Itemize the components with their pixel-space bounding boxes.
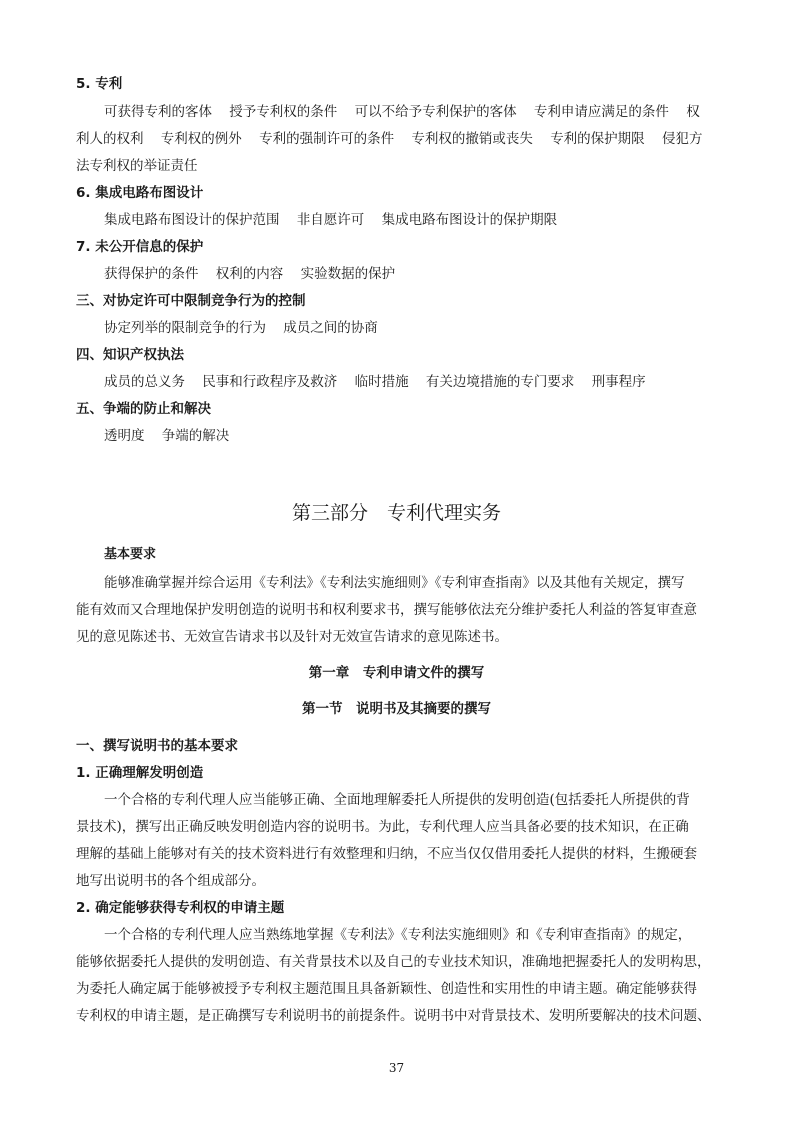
- topic-line: [76, 264, 720, 284]
- topic-line: [76, 102, 720, 122]
- subheading-understand-invention: 1. 正确理解发明创造: [76, 765, 204, 781]
- topic-item: 获得保护的条件: [104, 266, 199, 282]
- topic-line: [76, 210, 720, 230]
- topic-item: 专利权的撤销或丧失: [411, 131, 533, 147]
- subheading-determine-subject: 2. 确定能够获得专利权的申请主题: [76, 900, 285, 916]
- topic-item: 集成电路布图设计的保护范围: [104, 212, 280, 228]
- paragraph-line: 见的意见陈述书、无效宣告请求书以及针对无效宣告请求的意见陈述书。: [76, 629, 508, 645]
- page-number: 37: [388, 1061, 405, 1075]
- topic-item: 透明度: [104, 428, 145, 444]
- section-title: 第一节 说明书及其摘要的撰写: [302, 701, 491, 717]
- topic-item: 专利权的例外: [160, 131, 242, 147]
- topic-item: 集成电路布图设计的保护期限: [381, 212, 558, 228]
- topic-item: 非自愿许可: [296, 212, 365, 228]
- heading-basic-requirements-description: 一、撰写说明书的基本要求: [76, 738, 238, 754]
- topic-item: 成员之间的协商: [283, 320, 378, 336]
- heading-dispute: 五、争端的防止和解决: [76, 401, 211, 417]
- topic-item: 侵犯方: [661, 131, 703, 147]
- heading-patent: 5. 专利: [76, 76, 123, 92]
- topic-line: [76, 129, 720, 149]
- paragraph-line: 能有效而又合理地保护发明创造的说明书和权利要求书，撰写能够依法充分维护委托人利益的答复审查意: [76, 602, 697, 618]
- topic-item: 民事和行政程序及救济: [202, 374, 338, 390]
- topic-item: 专利的强制许可的条件: [259, 131, 395, 147]
- part-title: 第三部分 专利代理实务: [291, 502, 501, 524]
- heading-ic-layout: 6. 集成电路布图设计: [76, 185, 204, 201]
- chapter-title: 第一章 专利申请文件的撰写: [308, 665, 485, 681]
- topic-item: 刑事程序: [591, 374, 646, 390]
- topic-item: 可以不给予专利保护的客体: [354, 104, 517, 120]
- topic-line: [76, 426, 720, 446]
- topic-item: 专利申请应满足的条件: [533, 104, 669, 120]
- paragraph-line: 专利权的申请主题，是正确撰写专利说明书的前提条件。说明书中对背景技术、发明所要解决的技术问题、: [76, 1008, 711, 1024]
- topic-item: 授予专利权的条件: [229, 104, 338, 120]
- topic-item: 法专利权的举证责任: [76, 158, 198, 174]
- topic-item: 专利的保护期限: [550, 131, 645, 147]
- topic-item: 利人的权利: [76, 131, 144, 147]
- paragraph-line: 能够依据委托人提供的发明创造、有关背景技术以及自己的专业技术知识，准确地把握委托人的发明构思，: [76, 954, 711, 970]
- paragraph-line: 能够准确掌握并综合运用《专利法》《专利法实施细则》《专利审查指南》以及其他有关规定，撰写: [104, 575, 685, 591]
- topic-item: 成员的总义务: [104, 374, 185, 390]
- paragraph-line: 一个合格的专利代理人应当熟练地掌握《专利法》《专利法实施细则》和《专利审查指南》的规定，: [104, 927, 692, 943]
- heading-enforcement: 四、知识产权执法: [76, 347, 184, 363]
- paragraph-line: 地写出说明书的各个组成部分。: [76, 873, 265, 889]
- paragraph-line: 一个合格的专利代理人应当能够正确、全面地理解委托人所提供的发明创造(包括委托人所提供的背: [104, 792, 690, 808]
- topic-line: [76, 156, 720, 176]
- heading-undisclosed-info: 7. 未公开信息的保护: [76, 239, 204, 255]
- topic-item: 权: [686, 104, 700, 120]
- topic-line: [76, 372, 720, 392]
- paragraph-line: 为委托人确定属于能够被授予专利权主题范围且具备新颖性、创造性和实用性的申请主题。确定能够获得: [76, 981, 697, 997]
- heading-anticompetitive: 三、对协定许可中限制竞争行为的控制: [76, 293, 306, 309]
- topic-line: [76, 318, 720, 338]
- topic-item: 争端的解决: [161, 428, 230, 444]
- topic-item: 实验数据的保护: [300, 266, 396, 282]
- basic-requirements-heading: 基本要求: [104, 547, 157, 562]
- paragraph-line: 景技术)，撰写出正确反映发明创造内容的说明书。为此，专利代理人应当具备必要的技术知识，在正确: [76, 819, 689, 835]
- topic-item: 协定列举的限制竞争的行为: [104, 320, 266, 336]
- topic-item: 临时措施: [354, 374, 409, 390]
- topic-item: 可获得专利的客体: [104, 104, 212, 120]
- topic-item: 有关边境措施的专门要求: [425, 374, 575, 390]
- paragraph-line: 理解的基础上能够对有关的技术资料进行有效整理和归纳，不应当仅仅借用委托人提供的材料，生搬硬套: [76, 846, 697, 862]
- topic-item: 权利的内容: [215, 266, 284, 282]
